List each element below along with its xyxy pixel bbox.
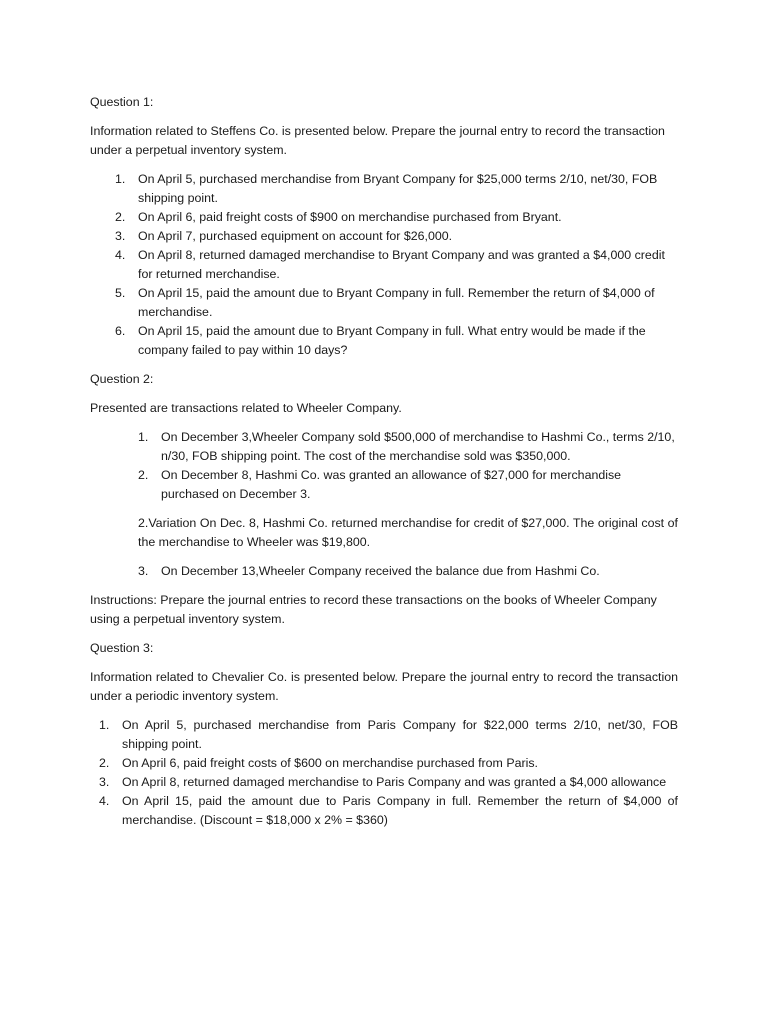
list-item-number: 1. bbox=[115, 172, 126, 186]
list-item-text: On December 3,Wheeler Company sold $500,000 of merchandise to Hashmi Co., terms 2/10, n/30, FOB shipping point. The cost of the merchandise sold was $350,000. bbox=[161, 430, 675, 463]
list-item-text: On April 8, returned damaged merchandise to Paris Company and was granted a $4,000 allowance bbox=[122, 775, 667, 789]
list-item-text: On April 6, paid freight costs of $600 on merchandise purchased from Paris. bbox=[122, 756, 538, 770]
question-3-heading: Question 3: bbox=[90, 641, 154, 655]
question-1-intro: Information related to Steffens Co. is presented below. Prepare the journal entry to record the transaction under a perpetual inventory system. bbox=[90, 124, 665, 157]
list-item-text: On April 5, purchased merchandise from Paris Company for $22,000 terms 2/10, net/30, FOB shipping point. bbox=[122, 718, 678, 751]
list-item-text: On April 15, paid the amount due to Paris Company in full. Remember the return of $4,000 of merchandise. (Discount = $18,000 x 2% = $360) bbox=[122, 794, 678, 827]
question-3-list bbox=[90, 716, 678, 830]
list-item-number: 4. bbox=[99, 794, 110, 808]
list-item bbox=[90, 466, 678, 504]
list-item-text: On December 13,Wheeler Company received the balance due from Hashmi Co. bbox=[161, 564, 600, 578]
list-item bbox=[90, 428, 678, 466]
list-item bbox=[90, 208, 678, 227]
list-item bbox=[90, 170, 678, 208]
question-1-list bbox=[90, 170, 678, 360]
list-item-text: On December 8, Hashmi Co. was granted an allowance of $27,000 for merchandise purchased on December 3. bbox=[161, 468, 622, 501]
list-item-text: On April 15, paid the amount due to Bryant Company in full. Remember the return of $4,000 of merchandise. bbox=[138, 286, 655, 319]
list-item-number: 5. bbox=[115, 286, 126, 300]
list-item-number: 6. bbox=[115, 324, 126, 338]
question-2-list-continued bbox=[90, 562, 678, 581]
list-item-text: On April 5, purchased merchandise from Bryant Company for $25,000 terms 2/10, net/30, FOB shipping point. bbox=[138, 172, 658, 205]
list-item-number: 3. bbox=[138, 564, 149, 578]
question-2-list bbox=[90, 428, 678, 504]
list-item-number: 3. bbox=[99, 775, 110, 789]
document-body bbox=[90, 93, 678, 840]
list-item-text: On April 8, returned damaged merchandise to Bryant Company and was granted a $4,000 credit for returned merchandise. bbox=[138, 248, 665, 281]
list-item-number: 1. bbox=[138, 430, 149, 444]
list-item-number: 2. bbox=[115, 210, 126, 224]
list-item bbox=[90, 246, 678, 284]
list-item bbox=[90, 227, 678, 246]
question-3-intro: Information related to Chevalier Co. is presented below. Prepare the journal entry to record the transaction under a periodic inventory system. bbox=[90, 670, 678, 703]
list-item bbox=[90, 716, 678, 754]
list-item-number: 2. bbox=[138, 468, 149, 482]
list-item bbox=[90, 773, 678, 792]
list-item-number: 1. bbox=[99, 718, 110, 732]
question-2-instructions: Instructions: Prepare the journal entries to record these transactions on the books of Wheeler Company using a perpetual inventory system. bbox=[90, 593, 657, 626]
list-item-number: 2. bbox=[99, 756, 110, 770]
list-item bbox=[90, 284, 678, 322]
list-item-text: On April 15, paid the amount due to Bryant Company in full. What entry would be made if the company failed to pay within 10 days? bbox=[138, 324, 646, 357]
list-item bbox=[90, 322, 678, 360]
list-item bbox=[90, 792, 678, 830]
list-item bbox=[90, 562, 678, 581]
list-item-number: 4. bbox=[115, 248, 126, 262]
list-item bbox=[90, 754, 678, 773]
question-1-heading: Question 1: bbox=[90, 95, 154, 109]
question-2-intro: Presented are transactions related to Wheeler Company. bbox=[90, 401, 402, 415]
list-item-text: On April 7, purchased equipment on account for $26,000. bbox=[138, 229, 453, 243]
question-2-variation: 2.Variation On Dec. 8, Hashmi Co. returned merchandise for credit of $27,000. The original cost of the merchandise to Wheeler was $19,800. bbox=[138, 516, 678, 549]
list-item-text: On April 6, paid freight costs of $900 on merchandise purchased from Bryant. bbox=[138, 210, 562, 224]
question-2-heading: Question 2: bbox=[90, 372, 154, 386]
list-item-number: 3. bbox=[115, 229, 126, 243]
